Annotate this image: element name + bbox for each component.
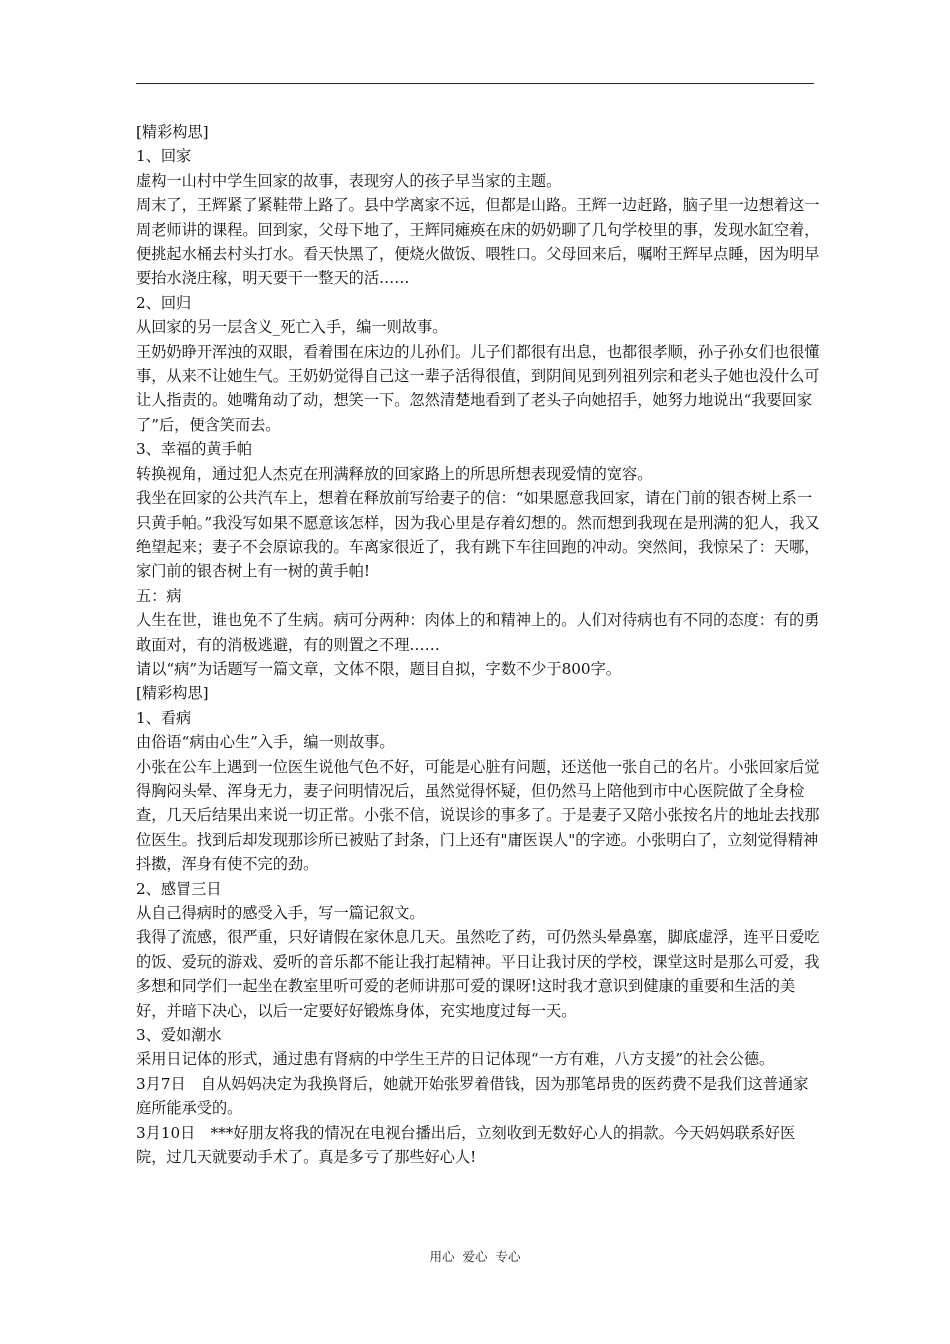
paragraph: 从回家的另一层含义_死亡入手，编一则故事。	[136, 318, 448, 337]
subsection-title: 3、爱如潮水	[136, 1026, 222, 1045]
paragraph: 我坐在回家的公共汽车上，想着在释放前写给妻子的信：“如果愿意我回家，请在门前的银杏树上系一只黄手帕。”我没写如果不愿意该怎样，因为我心里是存着幻想的。然而想到我现在是刑满的犯人，我又绝望起来；妻子不会原谅我的。车离家很近了，我有跳下车往回跑的冲动。突然间，我惊呆了：天哪，家门前的银杏树上有一树的黄手帕!	[136, 489, 820, 581]
header-divider-line	[136, 83, 814, 84]
paragraph: 由俗语“病由心生”入手，编一则故事。	[136, 733, 395, 752]
paragraph: 请以“病”为话题写一篇文章，文体不限，题目自拟，字数不少于800字。	[136, 659, 621, 678]
paragraph: 从自己得病时的感受入手，写一篇记叙文。	[136, 904, 425, 922]
subsection-title: 2、回归	[136, 293, 192, 312]
document-body	[136, 120, 822, 1169]
paragraph: 转换视角，通过犯人杰克在刑满释放的回家路上的所思所想表现爱情的宽容。	[136, 464, 653, 483]
subsection-title: 2、感冒三日	[136, 879, 222, 898]
section-heading: [精彩构思]	[136, 684, 209, 703]
paragraph: 虚构一山村中学生回家的故事，表现穷人的孩子早当家的主题。	[136, 171, 562, 190]
subsection-title: 3、幸福的黄手帕	[136, 440, 252, 459]
diary-entry: 3月7日 自从妈妈决定为我换肾后，她就开始张罗着借钱，因为那笔昂贵的医药费不是我们这普通家庭所能承受的。	[136, 1074, 809, 1118]
subsection-title: 1、看病	[136, 708, 192, 727]
section-title: 五：病	[136, 586, 182, 605]
section-heading: [精彩构思]	[136, 123, 209, 141]
paragraph: 小张在公车上遇到一位医生说他气色不好，可能是心脏有问题，还送他一张自己的名片。小张回家后觉得胸闷头晕、浑身无力，妻子问明情况后，虽然觉得怀疑，但仍然马上陪他到市中心医院做了全身检查，几天后结果出来说一切正常。小张不信，说误诊的事多了。于是妻子又陪小张按名片的地址去找那位医生。找到后却发现那诊所已被贴了封条，门上还有"庸医误人"的字迹。小张明白了，立刻觉得精神抖擞，浑身有使不完的劲。	[136, 757, 820, 874]
paragraph: 王奶奶睁开浑浊的双眼，看着围在床边的儿孙们。儿子们都很有出息，也都很孝顺，孙子孙女们也很懂事，从来不让她生气。王奶奶觉得自己这一辈子活得很值，到阴间见到列祖列宗和老头子她也没什么可让人指责的。她嘴角动了动，想笑一下。忽然清楚地看到了老头子向她招手，她努力地说出“我要回家了”后，便含笑而去。	[136, 342, 820, 434]
paragraph: 人生在世，谁也免不了生病。病可分两种：肉体上的和精神上的。人们对待病也有不同的态度：有的勇敢面对，有的消极逃避，有的则置之不理……	[136, 611, 820, 654]
paragraph: 我得了流感，很严重，只好请假在家休息几天。虽然吃了药，可仍然头晕鼻塞，脚底虚浮，连平日爱吃的饭、爱玩的游戏、爱听的音乐都不能让我打起精神。平日让我讨厌的学校，课堂这时是那么可爱，我多想和同学们一起坐在教室里听可爱的老师讲那可爱的课呀!这时我才意识到健康的重要和生活的美好，并暗下决心，以后一定要好好锻炼身体，充实地度过每一天。	[136, 928, 820, 1020]
page-footer: 用心 爱心 专心	[429, 1249, 521, 1264]
paragraph: 周末了，王辉紧了紧鞋带上路了。县中学离家不远，但都是山路。王辉一边赶路，脑子里一边想着这一周老师讲的课程。回到家，父母下地了，王辉同瘫痪在床的奶奶聊了几句学校里的事，发现水缸空着，便挑起水桶去村头打水。看天快黑了，便烧火做饭、喂牲口。父母回来后，嘱咐王辉早点睡，因为明早要抬水浇庄稼，明天要干一整天的活……	[136, 196, 820, 288]
diary-entry: 3月10日 ***好朋友将我的情况在电视台播出后，立刻收到无数好心人的捐款。今天妈妈联系好医院，过几天就要动手术了。真是多亏了那些好心人!	[136, 1123, 796, 1167]
paragraph: 采用日记体的形式，通过患有肾病的中学生王芹的日记体现“一方有难，八方支援”的社会公德。	[136, 1050, 775, 1069]
subsection-title: 1、回家	[136, 147, 192, 166]
